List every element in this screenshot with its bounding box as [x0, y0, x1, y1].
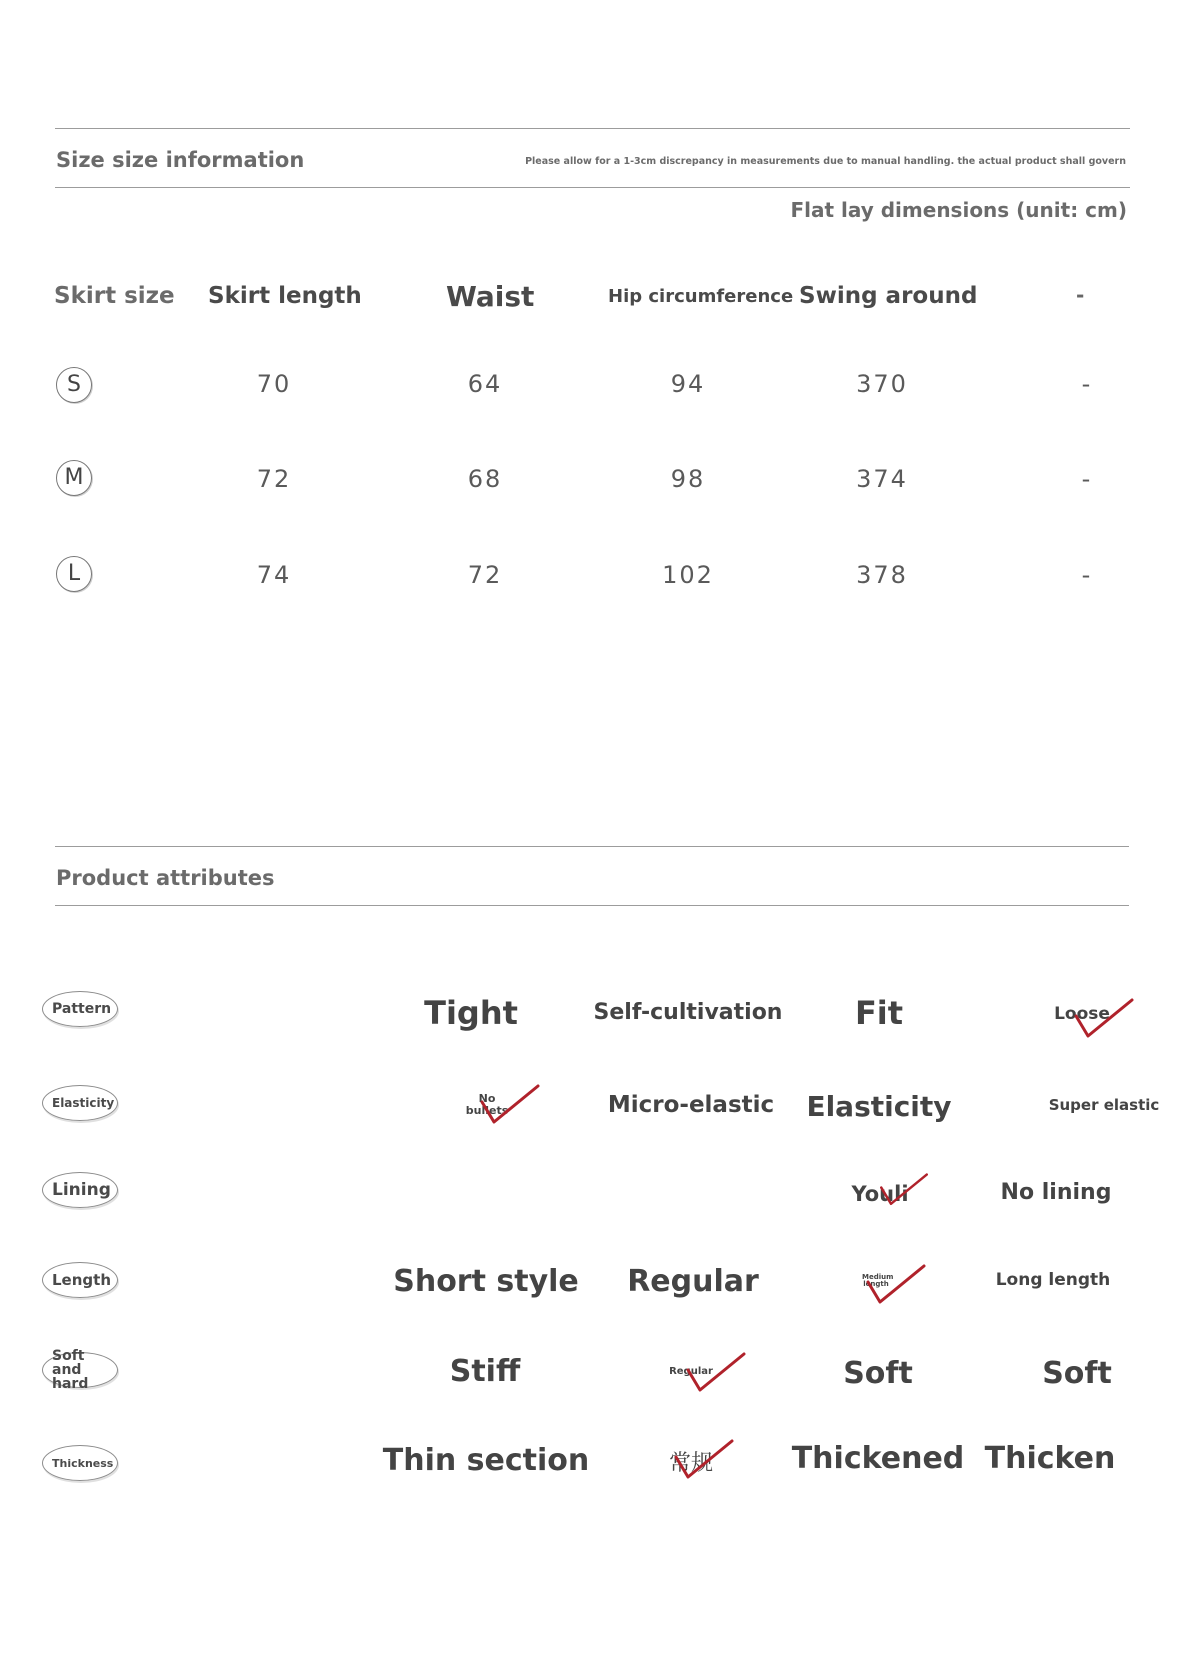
cell-m-waist: 68 — [467, 465, 503, 493]
size-section-title: Size size information — [56, 148, 305, 172]
attributes-top-rule — [55, 846, 1129, 847]
cell-m-blank: - — [1081, 465, 1093, 493]
size-badge-l: L — [56, 556, 92, 592]
cell-m-swing: 374 — [856, 465, 908, 493]
option-medium-length: Medium length — [862, 1273, 894, 1288]
option-super-elastic: Super elastic — [1048, 1096, 1160, 1114]
size-badge-s: S — [56, 367, 92, 403]
option-short-style: Short style — [393, 1264, 579, 1299]
cell-s-blank: - — [1081, 370, 1093, 398]
cell-l-swing: 378 — [856, 561, 908, 589]
option-no-lining: No lining — [1000, 1180, 1112, 1205]
option-micro-elastic: Micro-elastic — [607, 1092, 775, 1118]
option-fit: Fit — [854, 994, 904, 1032]
header-blank: - — [1076, 283, 1085, 307]
cell-m-length: 72 — [256, 465, 292, 493]
attr-label-length: Length — [42, 1262, 118, 1298]
attr-label-thickness: Thickness — [42, 1445, 118, 1481]
header-hip-circumference: Hip circumference — [608, 286, 794, 307]
measurement-note: Please allow for a 1-3cm discrepancy in measurements due to manual handling. the actual product shall govern — [525, 156, 1126, 167]
check-mark-icon — [1072, 996, 1136, 1042]
cell-l-hip: 102 — [662, 561, 714, 589]
attr-label-elasticity: Elasticity — [42, 1085, 118, 1121]
header-skirt-length: Skirt length — [208, 283, 362, 309]
option-no-bullets: No bullets — [465, 1092, 509, 1117]
unit-label: Flat lay dimensions (unit: cm) — [790, 198, 1127, 222]
option-youli: Youli — [851, 1182, 909, 1206]
option-regular: Regular — [627, 1264, 759, 1299]
cell-s-swing: 370 — [856, 370, 908, 398]
option-long-length: Long length — [995, 1270, 1111, 1290]
attributes-title: Product attributes — [56, 866, 275, 890]
option-loose: Loose — [1054, 1004, 1110, 1024]
cell-l-blank: - — [1081, 561, 1093, 589]
header-waist: Waist — [446, 280, 535, 313]
option-thickened: Thickened — [791, 1441, 965, 1476]
size-badge-m: M — [56, 460, 92, 496]
option-tight: Tight — [424, 994, 518, 1032]
title-bottom-rule — [55, 187, 1130, 188]
check-mark-icon — [672, 1437, 736, 1483]
attributes-bottom-rule — [55, 905, 1129, 906]
attr-label-soft-and-hard: Soft and hard — [42, 1352, 118, 1388]
top-rule — [55, 128, 1130, 129]
attr-label-pattern: Pattern — [42, 991, 118, 1027]
option-regular-checked: Regular — [669, 1366, 713, 1377]
cell-l-waist: 72 — [467, 561, 503, 589]
header-skirt-size: Skirt size — [54, 283, 175, 309]
check-mark-icon — [878, 1170, 930, 1210]
check-mark-icon — [864, 1262, 928, 1308]
option-elasticity: Elasticity — [806, 1090, 952, 1123]
cell-m-hip: 98 — [670, 465, 706, 493]
option-stiff: Stiff — [449, 1354, 521, 1389]
header-swing-around: Swing around — [799, 283, 978, 309]
option-thin-section: Thin section — [382, 1443, 590, 1478]
check-mark-icon — [478, 1082, 542, 1128]
check-mark-icon — [684, 1350, 748, 1396]
cell-s-length: 70 — [256, 370, 292, 398]
option-soft-1: Soft — [843, 1356, 913, 1391]
option-regular-cn: 常规 — [668, 1451, 714, 1476]
cell-s-waist: 64 — [467, 370, 503, 398]
attr-label-lining: Lining — [42, 1172, 118, 1208]
cell-l-length: 74 — [256, 561, 292, 589]
cell-s-hip: 94 — [670, 370, 706, 398]
option-self-cultivation: Self-cultivation — [593, 1000, 783, 1025]
option-soft-2: Soft — [1042, 1356, 1112, 1391]
option-thicken: Thicken — [984, 1441, 1116, 1476]
